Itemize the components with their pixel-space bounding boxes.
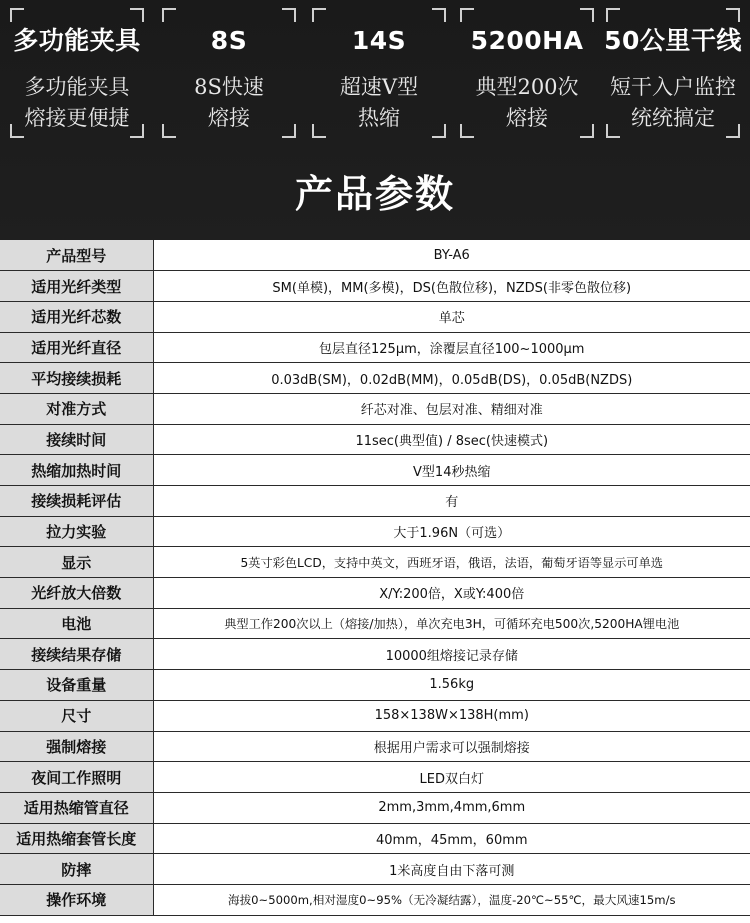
spec-label: 防摔 bbox=[0, 854, 153, 885]
spec-label: 尺寸 bbox=[0, 700, 153, 731]
corner-bracket bbox=[726, 8, 740, 22]
spec-label: 操作环境 bbox=[0, 884, 153, 915]
feature-line: 短干入户监控 bbox=[610, 75, 736, 99]
table-row bbox=[0, 884, 750, 915]
spec-label: 显示 bbox=[0, 547, 153, 578]
table-row bbox=[0, 486, 750, 517]
feature-title: 多功能夹具 bbox=[13, 26, 141, 55]
corner-bracket bbox=[432, 8, 446, 22]
spec-label: 适用光纤芯数 bbox=[0, 301, 153, 332]
spec-label: 适用光纤直径 bbox=[0, 332, 153, 363]
table-row bbox=[0, 731, 750, 762]
table-row bbox=[0, 578, 750, 609]
feature-title: 14S bbox=[351, 26, 407, 55]
spec-value: 5英寸彩色LCD，支持中英文，西班牙语，俄语，法语，葡萄牙语等显示可单选 bbox=[153, 547, 750, 578]
spec-label: 适用热缩套管长度 bbox=[0, 823, 153, 854]
feature-description bbox=[0, 72, 154, 134]
section-title: 产品参数 bbox=[294, 172, 455, 216]
spec-label: 对准方式 bbox=[0, 393, 153, 424]
corner-bracket bbox=[460, 8, 474, 22]
spec-label: 强制熔接 bbox=[0, 731, 153, 762]
corner-bracket bbox=[10, 8, 24, 22]
spec-value: BY-A6 bbox=[153, 240, 750, 271]
spec-value: 0.03dB(SM)，0.02dB(MM)，0.05dB(DS)，0.05dB(NZDS) bbox=[153, 363, 750, 394]
spec-label: 平均接续损耗 bbox=[0, 363, 153, 394]
corner-bracket bbox=[130, 8, 144, 22]
feature-title: 50公里干线 bbox=[604, 26, 742, 55]
table-row bbox=[0, 240, 750, 271]
spec-label: 适用光纤类型 bbox=[0, 271, 153, 302]
feature-5200ha bbox=[460, 8, 594, 138]
spec-label: 拉力实验 bbox=[0, 516, 153, 547]
spec-label: 接续损耗评估 bbox=[0, 486, 153, 517]
corner-bracket bbox=[312, 8, 326, 22]
table-row bbox=[0, 455, 750, 486]
feature-description bbox=[450, 72, 604, 134]
feature-title: 8S bbox=[210, 26, 248, 55]
feature-line: 熔接 bbox=[208, 106, 250, 130]
spec-value: LED双白灯 bbox=[153, 762, 750, 793]
spec-value: 海拔0~5000m,相对湿度0~95%（无冷凝结露），温度-20℃~55℃，最大风速15m/s bbox=[153, 884, 750, 915]
spec-value: X/Y:200倍，X或Y:400倍 bbox=[153, 578, 750, 609]
spec-value: 40mm，45mm，60mm bbox=[153, 823, 750, 854]
feature-description bbox=[152, 72, 306, 134]
table-row bbox=[0, 516, 750, 547]
spec-value: 单芯 bbox=[153, 301, 750, 332]
feature-line: 典型200次 bbox=[475, 75, 579, 99]
feature-line: 熔接 bbox=[506, 106, 548, 130]
spec-label: 夜间工作照明 bbox=[0, 762, 153, 793]
feature-line: 熔接更便捷 bbox=[24, 106, 130, 130]
spec-value: 包层直径125μm，涂覆层直径100~1000μm bbox=[153, 332, 750, 363]
feature-line: 多功能夹具 bbox=[24, 75, 130, 99]
corner-bracket bbox=[162, 8, 176, 22]
spec-value: 11sec(典型值) / 8sec(快速模式) bbox=[153, 424, 750, 455]
table-row bbox=[0, 823, 750, 854]
feature-14s bbox=[312, 8, 446, 138]
table-row bbox=[0, 700, 750, 731]
dark-header-banner bbox=[0, 0, 750, 240]
table-row bbox=[0, 670, 750, 701]
spec-label: 电池 bbox=[0, 608, 153, 639]
feature-description bbox=[302, 72, 456, 134]
spec-value: 10000组熔接记录存储 bbox=[153, 639, 750, 670]
corner-bracket bbox=[580, 8, 594, 22]
feature-title: 5200HA bbox=[470, 26, 584, 55]
spec-value: 158×138W×138H(mm) bbox=[153, 700, 750, 731]
feature-description bbox=[596, 72, 750, 134]
table-row bbox=[0, 608, 750, 639]
spec-value: SM(单模)，MM(多模)，DS(色散位移)，NZDS(非零色散位移) bbox=[153, 271, 750, 302]
table-row bbox=[0, 301, 750, 332]
feature-multi-clamp bbox=[10, 8, 144, 138]
feature-line: 8S快速 bbox=[194, 75, 264, 99]
feature-50km bbox=[606, 8, 740, 138]
corner-bracket bbox=[282, 8, 296, 22]
corner-bracket bbox=[606, 8, 620, 22]
spec-label: 光纤放大倍数 bbox=[0, 578, 153, 609]
table-row bbox=[0, 854, 750, 885]
table-row bbox=[0, 393, 750, 424]
spec-value: 1.56kg bbox=[153, 670, 750, 701]
spec-label: 热缩加热时间 bbox=[0, 455, 153, 486]
spec-value: 大于1.96N（可选） bbox=[153, 516, 750, 547]
spec-label: 接续时间 bbox=[0, 424, 153, 455]
feature-highlights bbox=[0, 8, 750, 140]
table-row bbox=[0, 271, 750, 302]
spec-value: 根据用户需求可以强制熔接 bbox=[153, 731, 750, 762]
spec-value: 2mm,3mm,4mm,6mm bbox=[153, 792, 750, 823]
table-row bbox=[0, 792, 750, 823]
table-row bbox=[0, 547, 750, 578]
spec-label: 接续结果存储 bbox=[0, 639, 153, 670]
feature-8s bbox=[162, 8, 296, 138]
feature-line: 超速V型 bbox=[339, 75, 419, 99]
table-row bbox=[0, 363, 750, 394]
spec-value: 1米高度自由下落可测 bbox=[153, 854, 750, 885]
spec-label: 适用热缩管直径 bbox=[0, 792, 153, 823]
spec-value: 纤芯对准、包层对准、精细对准 bbox=[153, 393, 750, 424]
spec-value: 典型工作200次以上（熔接/加热），单次充电3H，可循环充电500次,5200HA锂电池 bbox=[153, 608, 750, 639]
feature-line: 热缩 bbox=[358, 106, 400, 130]
spec-label: 产品型号 bbox=[0, 240, 153, 271]
table-row bbox=[0, 639, 750, 670]
table-row bbox=[0, 762, 750, 793]
feature-line: 统统搞定 bbox=[631, 106, 715, 130]
spec-table bbox=[0, 240, 750, 916]
table-row bbox=[0, 424, 750, 455]
spec-label: 设备重量 bbox=[0, 670, 153, 701]
spec-value: V型14秒热缩 bbox=[153, 455, 750, 486]
spec-table-body bbox=[0, 240, 750, 915]
table-row bbox=[0, 332, 750, 363]
spec-value: 有 bbox=[153, 486, 750, 517]
